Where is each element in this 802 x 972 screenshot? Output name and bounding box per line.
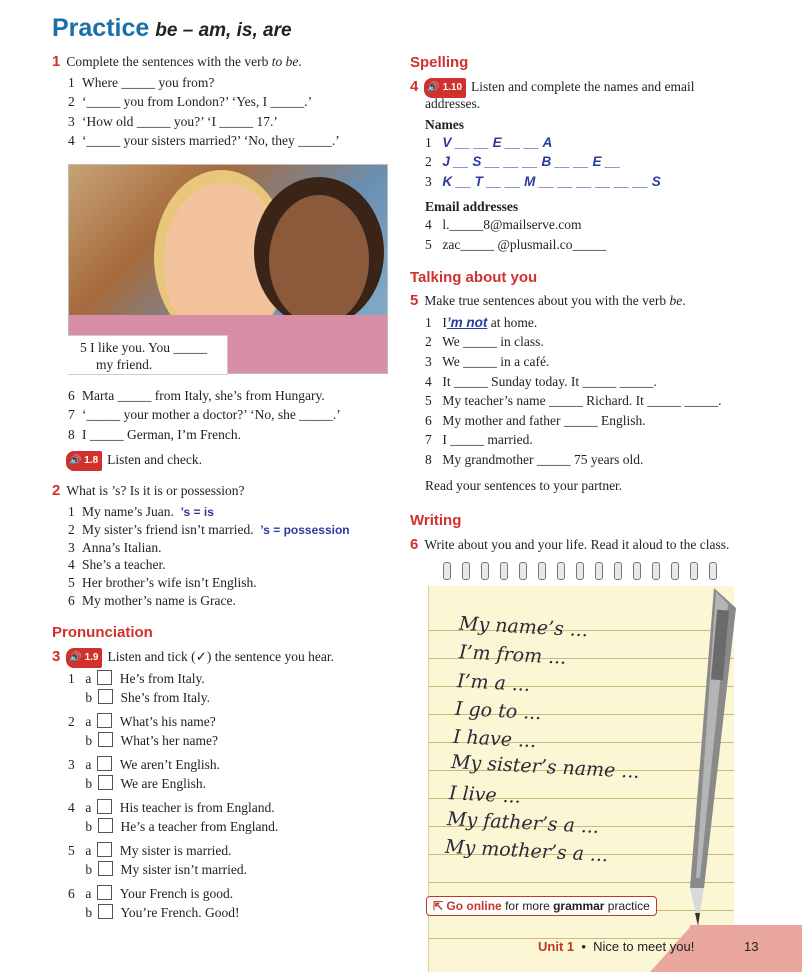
- page-title: Practice be – am, is, are: [52, 14, 292, 42]
- pair-2b: b What’s her name?: [85, 733, 218, 748]
- email-item: 4 l._____8@mailserve.com: [425, 217, 582, 232]
- exercise-4-instruction-cont: addresses.: [425, 96, 481, 111]
- name-item: 2 J __ S __ __ __ B __ __ E __: [425, 154, 621, 169]
- exercise-4-instruction: 4 🔊 1.10 Listen and complete the names and email: [410, 78, 694, 98]
- exercise-1-instruction: 1 Complete the sentences with the verb to be.: [52, 53, 302, 70]
- pair-3b: b We are English.: [85, 776, 207, 791]
- list-item: 3 We _____ in a café.: [425, 354, 550, 369]
- tick-box[interactable]: [98, 904, 113, 919]
- tick-box[interactable]: [97, 842, 112, 857]
- writing-heading: Writing: [410, 512, 462, 529]
- list-item: 8 I _____ German, I’m French.: [68, 427, 241, 442]
- pair-5a: 5 a My sister is married.: [68, 843, 232, 858]
- exercise-2-instruction: 2 What is ’s? Is it is or possession?: [52, 482, 245, 499]
- tick-box[interactable]: [98, 689, 113, 704]
- audio-icon[interactable]: 🔊 1.10: [424, 78, 466, 98]
- tick-box[interactable]: [97, 756, 112, 771]
- list-item: 2 My sister’s friend isn’t married. ’s = possession: [68, 522, 350, 537]
- pair-4a: 4 a His teacher is from England.: [68, 800, 275, 815]
- prompt-text: I go to ...: [454, 697, 542, 725]
- prompt-text: My name’s ...: [458, 612, 589, 642]
- listen-check: 🔊 1.8 Listen and check.: [66, 451, 202, 471]
- pair-2a: 2 a What’s his name?: [68, 714, 216, 729]
- name-item: 3 K __ T __ __ M __ __ __ __ __ __ S: [425, 174, 661, 189]
- photo-caption: 5 I like you. You _____ my friend.: [68, 335, 228, 375]
- prompt-text: I live ...: [448, 782, 522, 808]
- tick-box[interactable]: [97, 670, 112, 685]
- list-item: 1 Where _____ you from?: [68, 75, 215, 90]
- list-item: 2 ‘_____ you from London?’ ‘Yes, I _____.’: [68, 94, 313, 109]
- read-partner: Read your sentences to your partner.: [425, 478, 623, 493]
- list-item: 5 Her brother’s wife isn’t English.: [68, 575, 257, 590]
- exercise-5-instruction: 5 Make true sentences about you with the verb be.: [410, 292, 686, 309]
- prompt-text: I’m from ...: [458, 641, 567, 669]
- tick-box[interactable]: [98, 861, 113, 876]
- names-heading: Names: [425, 117, 464, 132]
- email-item: 5 zac_____ @plusmail.co_____: [425, 237, 607, 252]
- tick-box[interactable]: [98, 818, 113, 833]
- go-online-link[interactable]: ⇱ Go online for more grammar practice: [426, 896, 657, 916]
- prompt-text: I’m a ...: [456, 670, 531, 696]
- pair-1a: 1 a He’s from Italy.: [68, 671, 205, 686]
- tick-box[interactable]: [98, 732, 113, 747]
- pen-icon: [676, 588, 736, 928]
- pair-3a: 3 a We aren’t English.: [68, 757, 221, 772]
- list-item: 7 I _____ married.: [425, 432, 533, 447]
- list-item: 3 Anna’s Italian.: [68, 540, 162, 555]
- pair-4b: b He’s a teacher from England.: [85, 819, 279, 834]
- tick-box[interactable]: [97, 713, 112, 728]
- list-item: 1 I’m not at home.: [425, 315, 538, 330]
- prompt-text: I have ...: [452, 725, 537, 753]
- pronunciation-heading: Pronunciation: [52, 624, 153, 641]
- list-item: 4 She’s a teacher.: [68, 557, 166, 572]
- list-item: 6 My mother and father _____ English.: [425, 413, 646, 428]
- list-item: 2 We _____ in class.: [425, 334, 544, 349]
- tick-box[interactable]: [97, 799, 112, 814]
- list-item: 4 It _____ Sunday today. It _____ _____.: [425, 374, 657, 389]
- list-item: 5 My teacher’s name _____ Richard. It _____ _____.: [425, 393, 722, 408]
- email-heading: Email addresses: [425, 199, 519, 214]
- pair-5b: b My sister isn’t married.: [85, 862, 247, 877]
- talking-heading: Talking about you: [410, 269, 538, 286]
- page-number: 13: [744, 939, 759, 954]
- list-item: 8 My grandmother _____ 75 years old.: [425, 452, 644, 467]
- pair-6b: b You’re French. Good!: [85, 905, 240, 920]
- list-item: 6 Marta _____ from Italy, she’s from Hungary.: [68, 388, 325, 403]
- name-item: 1 V __ __ E __ __ A: [425, 135, 553, 150]
- tick-box[interactable]: [97, 885, 112, 900]
- list-item: 4 ‘_____ your sisters married?’ ‘No, they _____.’: [68, 133, 340, 148]
- exercise-3-instruction: 3 🔊 1.9 Listen and tick (✓) the sentence you hear.: [52, 648, 334, 668]
- list-item: 3 ‘How old _____ you?’ ‘I _____ 17.’: [68, 114, 278, 129]
- pair-1b: b She’s from Italy.: [85, 690, 210, 705]
- footer-unit: Unit 1 • Nice to meet you!: [538, 939, 695, 954]
- prompt-text: My father’s a ...: [446, 808, 600, 838]
- pair-6a: 6 a Your French is good.: [68, 886, 234, 901]
- list-item: 6 My mother’s name is Grace.: [68, 593, 236, 608]
- prompt-text: My sister’s name ...: [450, 751, 641, 783]
- audio-icon[interactable]: 🔊 1.9: [66, 648, 102, 668]
- list-item: 7 ‘_____ your mother a doctor?’ ‘No, she _____.’: [68, 407, 341, 422]
- exercise-6-instruction: 6 Write about you and your life. Read it aloud to the class.: [410, 536, 730, 553]
- spelling-heading: Spelling: [410, 54, 469, 71]
- audio-icon[interactable]: 🔊 1.8: [66, 451, 102, 471]
- prompt-text: My mother’s a ...: [444, 835, 609, 867]
- list-item: 1 My name’s Juan. ’s = is: [68, 504, 214, 519]
- tick-box[interactable]: [98, 775, 113, 790]
